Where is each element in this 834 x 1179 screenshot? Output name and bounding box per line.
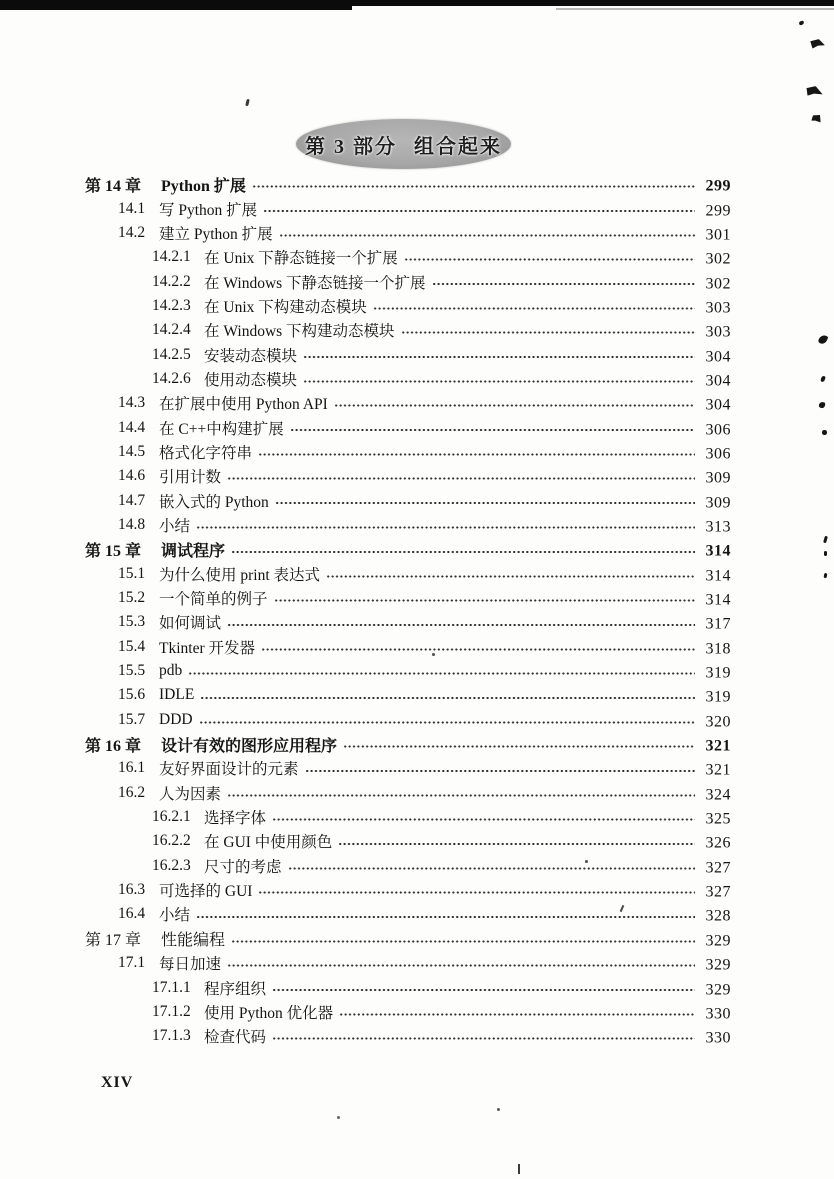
entry-title: 在 Unix 下构建动态模块 (204, 298, 367, 316)
scan-speck (518, 1164, 520, 1174)
scan-speck (497, 1108, 500, 1111)
dot-leader (199, 708, 695, 732)
dot-leader (227, 951, 695, 975)
entry-page-number: 330 (705, 1005, 731, 1023)
entry-title: 选择字体 (204, 810, 267, 828)
entry-title: 人为因素 (159, 785, 222, 803)
entry-title: 可选择的 GUI (159, 883, 253, 901)
entry-number: 第 16 章 (85, 737, 142, 755)
entry-title: 使用 Python 优化器 (204, 1004, 334, 1022)
scan-speck (818, 334, 829, 345)
scan-speck (799, 20, 805, 25)
entry-number: 14.2.2 (152, 272, 191, 290)
entry-number: 16.2.3 (152, 856, 191, 874)
toc-entry (85, 172, 731, 196)
scan-speck (822, 430, 827, 435)
toc-entry (85, 415, 731, 439)
dot-leader (290, 415, 695, 439)
entry-number: 14.2 (118, 223, 146, 241)
entry-number: 15.3 (118, 613, 146, 631)
entry-page-number: 303 (705, 323, 731, 341)
entry-page-number: 299 (705, 177, 731, 195)
entry-page-number: 327 (705, 859, 731, 877)
entry-page-number: 309 (705, 469, 731, 487)
entry-title: 如何调试 (159, 615, 222, 633)
toc-list (85, 172, 731, 1048)
entry-page-number: 329 (705, 932, 731, 950)
entry-title: 在 Windows 下构建动态模块 (204, 323, 395, 341)
entry-page-number: 327 (705, 883, 731, 901)
dot-leader (196, 902, 695, 926)
dot-leader (258, 440, 695, 464)
entry-title: Python 扩展 (161, 177, 246, 195)
part-badge-number: 第 3 部分 (305, 135, 397, 158)
entry-number: 14.2.3 (152, 296, 191, 314)
scan-speck (245, 99, 249, 106)
scan-top-bar-right (340, 0, 834, 6)
entry-title: 小结 (159, 907, 191, 925)
scan-speck (805, 84, 824, 98)
entry-number: 16.2.2 (152, 832, 191, 850)
entry-page-number: 317 (705, 615, 731, 633)
dot-leader (227, 464, 695, 488)
scan-speck (824, 573, 827, 578)
toc-entry (85, 1024, 731, 1048)
entry-number: 14.7 (118, 491, 146, 509)
entry-page-number: 319 (705, 688, 731, 706)
entry-page-number: 319 (705, 664, 731, 682)
dot-leader (188, 659, 695, 683)
scan-speck (810, 38, 826, 50)
dot-leader (252, 172, 695, 196)
toc-entry (85, 805, 731, 829)
toc-entry (85, 951, 731, 975)
entry-number: 第 14 章 (85, 177, 142, 195)
entry-title: 在 C++中构建扩展 (159, 420, 284, 438)
entry-number: 15.6 (118, 686, 146, 704)
scan-speck (819, 402, 825, 409)
entry-page-number: 302 (705, 250, 731, 268)
dot-leader (404, 245, 695, 269)
entry-number: 16.3 (118, 881, 146, 899)
toc-entry (85, 708, 731, 732)
entry-number: 17.1.3 (152, 1027, 191, 1045)
entry-number: 14.6 (118, 467, 146, 485)
toc-entry (85, 586, 731, 610)
dot-leader (305, 756, 695, 780)
entry-number: 14.8 (118, 515, 146, 533)
entry-number: 15.2 (118, 589, 146, 607)
entry-title: 在 Unix 下静态链接一个扩展 (204, 250, 398, 268)
dot-leader (272, 975, 695, 999)
entry-number: 15.7 (118, 710, 146, 728)
toc-entry (85, 683, 731, 707)
entry-title: 格式化字符串 (159, 444, 253, 462)
entry-page-number: 321 (705, 761, 731, 779)
entry-page-number: 318 (705, 640, 731, 658)
toc-entry (85, 659, 731, 683)
entry-title: 安装动态模块 (204, 347, 298, 365)
entry-title: IDLE (159, 686, 195, 704)
scan-top-bar-shadow (556, 8, 834, 10)
entry-title: 在扩展中使用 Python API (159, 396, 328, 414)
entry-title: Tkinter 开发器 (159, 639, 255, 657)
entry-page-number: 325 (705, 810, 731, 828)
entry-page-number: 329 (705, 956, 731, 974)
toc-entry (85, 781, 731, 805)
toc-entry (85, 1000, 731, 1024)
toc-entry (85, 294, 731, 318)
toc-entry (85, 245, 731, 269)
entry-page-number: 326 (705, 834, 731, 852)
footer-page-number: XIV (101, 1074, 134, 1091)
toc-entry (85, 391, 731, 415)
entry-title: DDD (159, 710, 193, 728)
dot-leader (279, 221, 695, 245)
dot-leader (288, 854, 695, 878)
dot-leader (401, 318, 695, 342)
entry-number: 17.1.1 (152, 978, 191, 996)
entry-number: 14.1 (118, 199, 146, 217)
entry-number: 14.5 (118, 442, 146, 460)
dot-leader (275, 488, 695, 512)
entry-page-number: 304 (705, 372, 731, 390)
entry-number: 16.1 (118, 759, 146, 777)
entry-title: 小结 (159, 517, 191, 535)
entry-title: 检查代码 (204, 1029, 267, 1047)
entry-number: 17.1 (118, 954, 146, 972)
entry-page-number: 313 (705, 518, 731, 536)
toc-entry (85, 610, 731, 634)
scan-speck (337, 1116, 340, 1119)
dot-leader (274, 586, 695, 610)
entry-title: 写 Python 扩展 (159, 201, 258, 219)
entry-title: 程序组织 (204, 980, 267, 998)
dot-leader (334, 391, 695, 415)
scan-speck (823, 536, 828, 544)
entry-page-number: 306 (705, 421, 731, 439)
entry-page-number: 329 (705, 981, 731, 999)
dot-leader (303, 342, 695, 366)
dot-leader (258, 878, 695, 902)
entry-page-number: 314 (705, 591, 731, 609)
entry-page-number: 303 (705, 299, 731, 317)
toc-entry (85, 635, 731, 659)
scan-top-bar-left (0, 0, 352, 10)
entry-page-number: 324 (705, 786, 731, 804)
entry-number: 第 17 章 (85, 932, 142, 950)
entry-page-number: 320 (705, 713, 731, 731)
entry-title: 性能编程 (161, 932, 226, 950)
toc-entry (85, 732, 731, 756)
entry-page-number: 306 (705, 445, 731, 463)
entry-number: 16.2 (118, 783, 146, 801)
dot-leader (272, 1024, 695, 1048)
entry-page-number: 314 (705, 542, 731, 560)
dot-leader (261, 635, 695, 659)
dot-leader (196, 513, 695, 537)
entry-number: 16.4 (118, 905, 146, 923)
entry-page-number: 304 (705, 396, 731, 414)
entry-title: 嵌入式的 Python (159, 493, 269, 511)
toc-entry (85, 927, 731, 951)
entry-number: 14.2.6 (152, 369, 191, 387)
dot-leader (373, 294, 695, 318)
toc-entry (85, 878, 731, 902)
toc-entry (85, 537, 731, 561)
part-badge-title: 组合起来 (414, 135, 502, 158)
entry-title: 一个简单的例子 (159, 591, 268, 609)
scan-speck (810, 112, 823, 125)
entry-page-number: 309 (705, 494, 731, 512)
toc-entry (85, 367, 731, 391)
toc-entry (85, 269, 731, 293)
toc-entry (85, 854, 731, 878)
entry-title: 友好界面设计的元素 (159, 761, 299, 779)
entry-number: 16.2.1 (152, 808, 191, 826)
dot-leader (303, 367, 695, 391)
entry-title: 每日加速 (159, 956, 222, 974)
entry-number: 14.2.5 (152, 345, 191, 363)
toc-entry (85, 318, 731, 342)
dot-leader (272, 805, 695, 829)
dot-leader (227, 610, 695, 634)
entry-title: 建立 Python 扩展 (159, 225, 273, 243)
toc-entry (85, 756, 731, 780)
dot-leader (231, 927, 695, 951)
entry-number: 14.2.4 (152, 321, 191, 339)
part-badge (296, 119, 511, 169)
dot-leader (343, 732, 695, 756)
toc-entry (85, 975, 731, 999)
toc-entry (85, 440, 731, 464)
entry-title: 设计有效的图形应用程序 (161, 737, 338, 755)
dot-leader (231, 537, 695, 561)
dot-leader (227, 781, 695, 805)
dot-leader (200, 683, 695, 707)
entry-title: 在 GUI 中使用颜色 (204, 834, 333, 852)
scan-speck (820, 376, 825, 383)
toc-entry (85, 221, 731, 245)
entry-number: 14.4 (118, 418, 146, 436)
scan-speck (824, 551, 827, 556)
toc-entry (85, 513, 731, 537)
entry-page-number: 321 (705, 737, 731, 755)
entry-title: 引用计数 (159, 469, 222, 487)
entry-title: pdb (159, 662, 183, 680)
entry-title: 在 Windows 下静态链接一个扩展 (204, 274, 426, 292)
entry-number: 14.3 (118, 394, 146, 412)
toc-entry (85, 488, 731, 512)
dot-leader (338, 829, 695, 853)
entry-number: 15.1 (118, 564, 146, 582)
entry-title: 使用动态模块 (204, 371, 298, 389)
entry-title: 调试程序 (161, 542, 226, 560)
entry-title: 为什么使用 print 表达式 (159, 566, 321, 584)
toc-entry (85, 562, 731, 586)
entry-title: 尺寸的考虑 (204, 858, 282, 876)
dot-leader (432, 269, 695, 293)
toc-entry (85, 464, 731, 488)
entry-page-number: 299 (705, 202, 731, 220)
entry-page-number: 304 (705, 348, 731, 366)
toc-entry (85, 196, 731, 220)
entry-page-number: 314 (705, 567, 731, 585)
entry-page-number: 301 (705, 226, 731, 244)
entry-number: 15.5 (118, 662, 146, 680)
entry-page-number: 302 (705, 275, 731, 293)
entry-number: 第 15 章 (85, 542, 142, 560)
entry-page-number: 330 (705, 1029, 731, 1047)
entry-page-number: 328 (705, 907, 731, 925)
toc-entry (85, 829, 731, 853)
dot-leader (263, 196, 695, 220)
toc-entry (85, 902, 731, 926)
dot-leader (339, 1000, 695, 1024)
entry-number: 17.1.2 (152, 1002, 191, 1020)
entry-number: 15.4 (118, 637, 146, 655)
toc-entry (85, 342, 731, 366)
entry-number: 14.2.1 (152, 248, 191, 266)
dot-leader (326, 562, 695, 586)
